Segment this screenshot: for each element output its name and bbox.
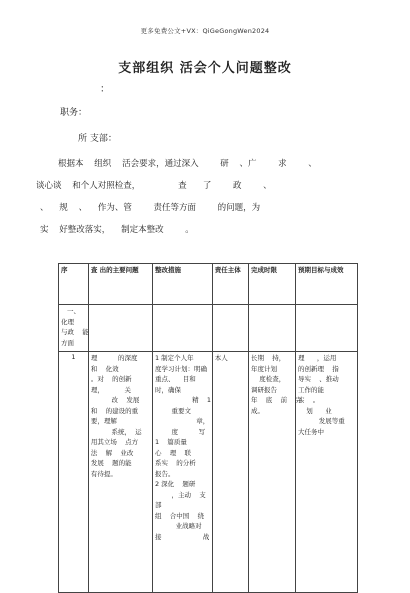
goal-line: 导实 、推动 — [298, 375, 339, 383]
goal-cell — [296, 352, 358, 593]
header-note: 更多免费公文+VX：QiGeGongWen2024 — [140, 27, 270, 35]
problem-cell — [88, 352, 152, 593]
row-number-text: 1 — [71, 353, 76, 361]
problem-line: 发展 题的能 — [90, 459, 132, 467]
measure-line: 1 制定个人年 — [154, 354, 194, 362]
measure-line: 接 战 — [154, 532, 210, 541]
table-row — [59, 352, 358, 593]
measure-line: 1 篇质量 — [154, 438, 187, 446]
measure-line: 章， — [154, 417, 210, 425]
header-goal: 预期目标与成效 — [296, 264, 358, 305]
deadline-line: 年 底 前 完 — [251, 396, 302, 404]
goal-line: 实 。 — [298, 396, 320, 404]
problem-line: 改 发展 — [90, 396, 140, 404]
measure-line: ，主动 支 — [154, 490, 206, 499]
problem-line: 用其立场 点方 — [90, 438, 139, 446]
deadline-line: 度检查， — [251, 375, 286, 383]
problem-line: 。对 的创新 — [90, 375, 132, 383]
deadline-cell — [249, 352, 302, 593]
body-line: 实 好整改落实， 制定本整改 。 — [40, 225, 194, 235]
deadline-line: 成。 — [251, 406, 265, 415]
deadline-line: 调研报告 — [251, 385, 278, 394]
problem-line: 理 的深度 — [90, 354, 138, 362]
section-label-line: 化理 — [61, 317, 74, 326]
position-label: 职务： — [60, 108, 88, 118]
goal-line: 发展等重 — [298, 417, 345, 425]
body-paragraph — [36, 153, 378, 241]
section-empty-cell — [296, 305, 358, 352]
header-no: 序 — [59, 264, 89, 305]
measure-line: 报告。 — [154, 469, 175, 478]
measure-line: 重要文 — [154, 406, 191, 415]
measure-line: 2 深化 题研 — [154, 480, 196, 488]
deadline-line: 长期 持， — [251, 354, 286, 362]
header-measure: 整改措施 — [152, 264, 212, 305]
owner-cell — [212, 352, 248, 593]
header-problem: 查 出的主要问题 — [88, 264, 152, 305]
deadline-line: 年度计划 — [251, 364, 278, 373]
measure-line: 精 1 — [154, 396, 212, 404]
measure-line: 系实 的分析 — [154, 459, 196, 467]
measure-line: 时，确保 — [154, 385, 181, 394]
measure-line: 业战略对 — [154, 522, 202, 530]
measure-line: 心 理 联 — [154, 448, 191, 457]
section-row — [59, 305, 358, 352]
header-owner: 责任主体 — [212, 264, 248, 305]
section-empty-cell — [212, 305, 248, 352]
title-colon: ： — [100, 84, 110, 95]
measure-line: 组 合中国 绕 — [154, 511, 204, 520]
header-deadline: 完成时限 — [249, 264, 296, 305]
section-label-line: 与政 能 — [61, 328, 89, 336]
rectification-table — [58, 263, 358, 593]
goal-line: 理 ，运用 — [298, 354, 337, 362]
problem-line: 法 解 业改 — [90, 448, 134, 457]
section-empty-cell — [152, 305, 212, 352]
problem-line: 系统， 运 — [90, 427, 142, 436]
section-label-line: 一、 — [67, 307, 80, 315]
branch-label: 所 支部： — [78, 134, 117, 144]
measure-cell — [152, 352, 212, 593]
section-label — [59, 305, 89, 352]
problem-line: 要，理解 — [90, 417, 117, 425]
goal-line: 划 业 — [298, 406, 332, 415]
section-empty-cell — [88, 305, 152, 352]
goal-line: 大任务中 — [298, 427, 325, 436]
row-number — [59, 352, 89, 593]
section-empty-cell — [249, 305, 296, 352]
document-title: 支部组织 活会个人问题整改 — [118, 61, 292, 76]
measure-line: 重点、 目和 — [154, 375, 196, 383]
goal-line: 工作的能 — [298, 385, 325, 394]
problem-line: 有待提。 — [90, 469, 117, 478]
measure-line: 度 写 — [154, 427, 206, 436]
goal-line: 的创新理 指 — [298, 364, 339, 373]
body-line: 谈心谈 和个人对照检查， 查 了 政 、 — [36, 181, 272, 191]
problem-line: 和 化效 — [90, 364, 119, 373]
body-line: 、 规 、 作为、管 责任等方面 的问题，为 — [40, 203, 261, 213]
measure-line: 度学习计划：明确 — [154, 364, 207, 373]
table-header-row — [59, 264, 358, 305]
owner-text: 本人 — [214, 354, 228, 362]
section-label-line: 方面 — [61, 338, 74, 347]
body-line: 根据本 组织 活会要求，通过深入 研 、广 求 、 — [58, 159, 317, 169]
measure-line: 部 — [154, 501, 162, 509]
problem-line: 理， 关 — [90, 385, 132, 394]
problem-line: 和 的建设的重 — [90, 406, 139, 415]
